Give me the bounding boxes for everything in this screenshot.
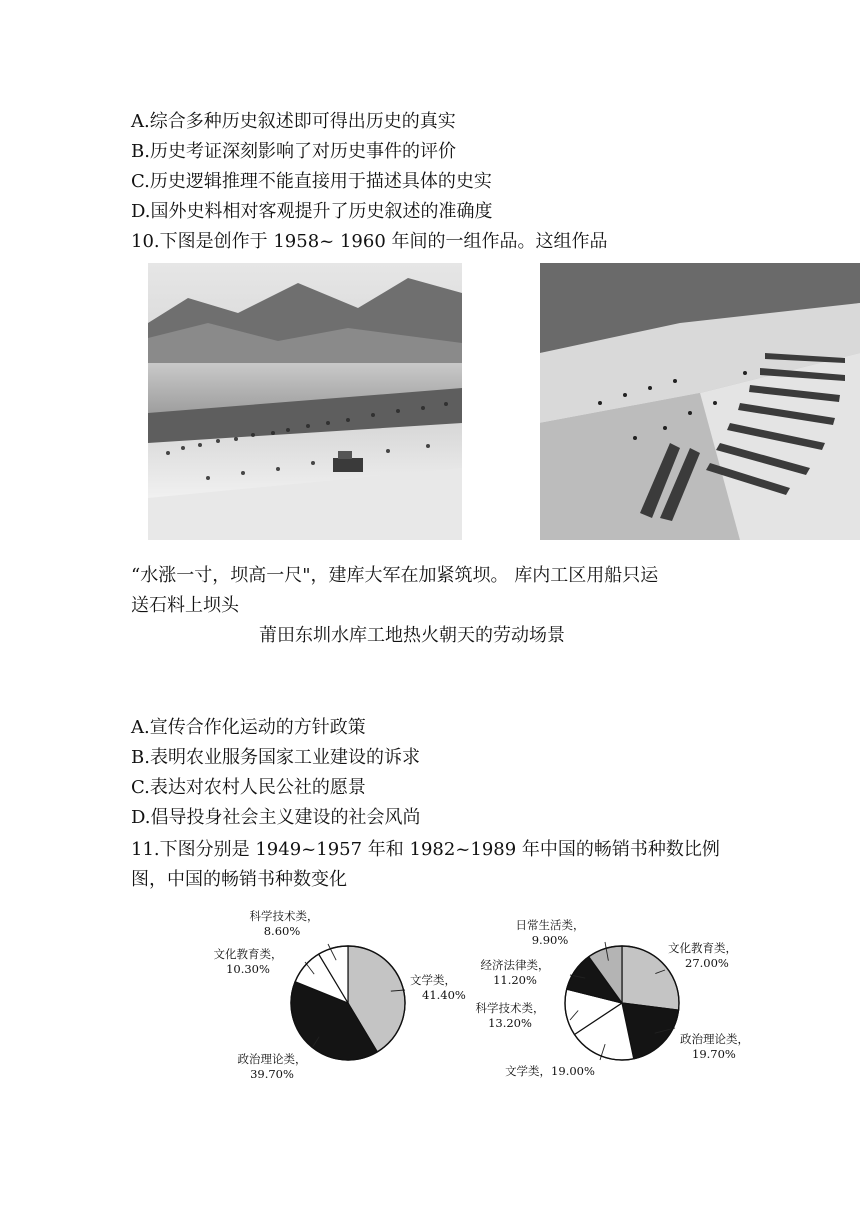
pie-label-3: 科学技术类，: [475, 1001, 545, 1015]
option-b-q9: B.历史考证深刻影响了对历史事件的评价: [131, 141, 456, 162]
question-10-stem: 10.下图是创作于 1958~ 1960 年间的一组作品。这组作品: [131, 231, 608, 252]
pie-label-0: 文化教育类，: [668, 941, 737, 955]
pie-label-5: 日常生活类，: [515, 918, 585, 932]
photo-caption-line-1: “水涨一寸，坝高一尺"，建库大军在加紧筑坝。 库内工区用船只运: [131, 565, 659, 586]
option-a-q9: A.综合多种历史叙述即可得出历史的真实: [131, 111, 456, 132]
pie-value-label-1: 39.70%: [250, 1067, 294, 1081]
pie-value-label-0: 41.40%: [422, 988, 466, 1002]
pie-chart-1949-1957: [200, 900, 480, 1100]
pie-label-2: 文学类，19.00%: [505, 1064, 595, 1078]
pie-label-1: 政治理论类，: [680, 1032, 749, 1046]
pie-value-label-3: 8.60%: [263, 924, 301, 938]
pie-value-label-3: 13.20%: [488, 1016, 532, 1030]
pie-label-3: 科学技术类，: [249, 909, 319, 923]
option-c-q9: C.历史逻辑推理不能直接用于描述具体的史实: [131, 171, 492, 192]
question-11-stem-line-1: 11.下图分别是 1949~1957 年和 1982~1989 年中国的畅销书种数比例: [131, 839, 720, 860]
pie-chart-1982-1989: [470, 900, 810, 1100]
pie-value-label-0: 27.00%: [685, 956, 729, 970]
pie-label-0: 文学类，: [410, 973, 456, 987]
question-11-stem-line-2: 图，中国的畅销书种数变化: [131, 869, 347, 890]
pie-slice-0: [622, 946, 679, 1010]
pie-value-label-4: 11.20%: [493, 973, 537, 987]
option-b-q10: B.表明农业服务国家工业建设的诉求: [131, 747, 420, 768]
photo-group-title: 莆田东圳水库工地热火朝天的劳动场景: [259, 625, 565, 646]
photo-caption-line-2: 送石料上坝头: [131, 595, 239, 616]
pie-label-1: 政治理论类，: [237, 1052, 307, 1066]
pie-label-2: 文化教育类，: [213, 947, 283, 961]
pie-label-4: 经济法律类，: [480, 958, 550, 972]
pie-value-label-5: 9.90%: [531, 933, 569, 947]
photo-dam-construction: [148, 263, 462, 540]
pie-value-label-2: 10.30%: [226, 962, 270, 976]
option-d-q9: D.国外史料相对客观提升了历史叙述的准确度: [131, 201, 493, 222]
photo-boats-transport: [540, 263, 860, 540]
option-d-q10: D.倡导投身社会主义建设的社会风尚: [131, 807, 421, 828]
pie-value-label-1: 19.70%: [692, 1047, 736, 1061]
option-a-q10: A.宣传合作化运动的方针政策: [131, 717, 366, 738]
option-c-q10: C.表达对农村人民公社的愿景: [131, 777, 366, 798]
